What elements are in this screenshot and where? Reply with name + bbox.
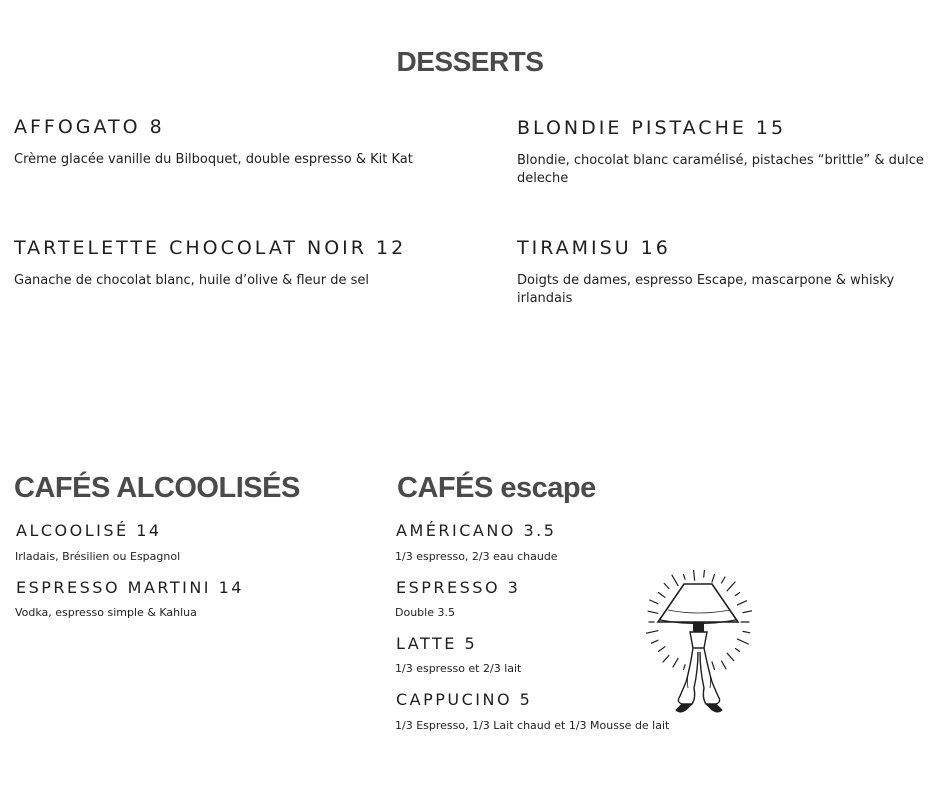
cafe-description: Irladais, Brésilien ou Espagnol xyxy=(15,550,181,563)
cafe-description: Double 3.5 xyxy=(395,606,455,619)
cafe-description: Vodka, espresso simple & Kahlua xyxy=(15,606,197,619)
dessert-name: TIRAMISU 16 xyxy=(517,237,671,259)
dessert-item xyxy=(517,117,927,188)
desserts-title: DESSERTS xyxy=(396,46,544,77)
dessert-name: AFFOGATO 8 xyxy=(14,116,165,138)
dessert-description: Crème glacée vanille du Bilboquet, double espresso & Kit Kat xyxy=(14,152,413,167)
dessert-description: Ganache de chocolat blanc, huile d’olive & fleur de sel xyxy=(14,273,370,288)
dessert-item xyxy=(14,237,454,290)
cafe-description: 1/3 espresso et 2/3 lait xyxy=(395,662,522,675)
cafes-alcoolises-title: CAFÉS ALCOOLISÉS xyxy=(14,472,300,504)
cafes-escape-title: CAFÉS escape xyxy=(397,472,596,504)
cafe-name: LATTE 5 xyxy=(396,634,478,653)
cafe-description: 1/3 Espresso, 1/3 Lait chaud et 1/3 Mousse de lait xyxy=(395,719,670,732)
cafe-name: CAPPUCINO 5 xyxy=(396,690,533,709)
dessert-description: Doigts de dames, espresso Escape, mascarpone & whisky irlandais xyxy=(517,273,895,306)
dessert-item xyxy=(14,116,444,169)
dessert-description: Blondie, chocolat blanc caramélisé, pistaches “brittle” & dulce deleche xyxy=(517,153,924,186)
dessert-name: BLONDIE PISTACHE 15 xyxy=(517,117,787,139)
cafe-description: 1/3 espresso, 2/3 eau chaude xyxy=(395,550,558,563)
dessert-item xyxy=(517,237,935,308)
cafe-name: AMÉRICANO 3.5 xyxy=(396,521,557,540)
dessert-name: TARTELETTE CHOCOLAT NOIR 12 xyxy=(14,237,407,259)
cafe-name: ESPRESSO 3 xyxy=(396,578,521,597)
cafe-name: ESPRESSO MARTINI 14 xyxy=(16,578,244,597)
cafe-name: ALCOOLISÉ 14 xyxy=(16,521,162,540)
lamp-legs-icon xyxy=(646,570,752,716)
